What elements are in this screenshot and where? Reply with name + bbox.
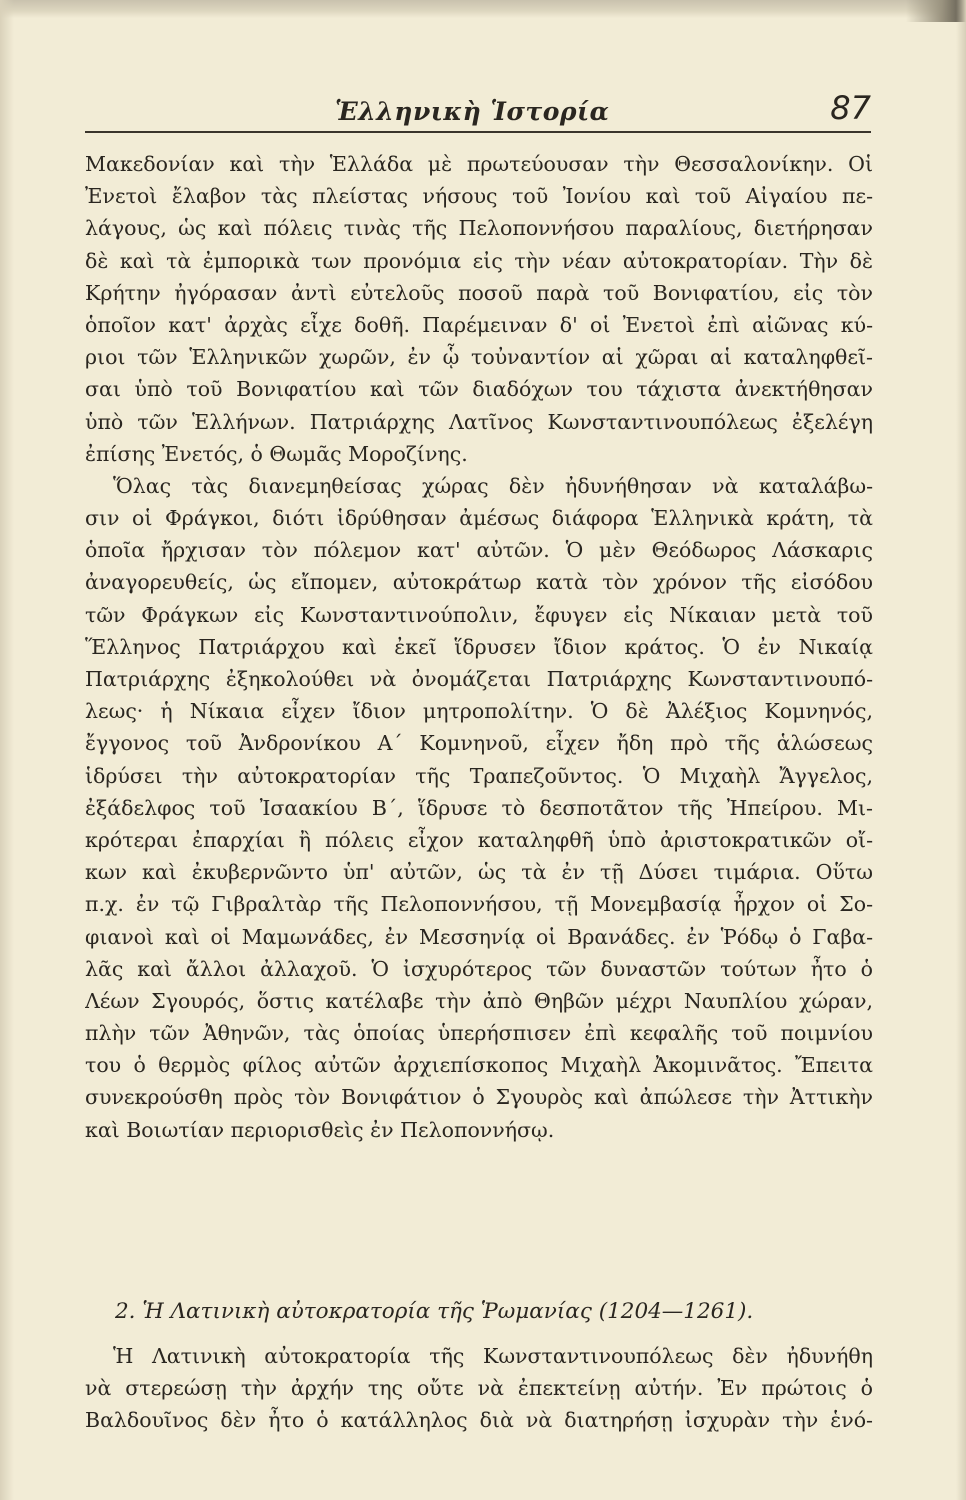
text-line: Ἡ Λατινικὴ αὐτοκρατορία τῆς Κωνσταντινουπόλεως δὲν ἠδυνήθη — [113, 1344, 873, 1368]
header-rule — [85, 131, 871, 133]
text-line: Λέων Σγουρός, ὅστις κατέλαβε τὴν ἀπὸ Θηβῶν μέχρι Ναυπλίου χώραν, — [85, 988, 873, 1013]
text-line: λάγους, ὡς καὶ πόλεις τινὰς τῆς Πελοποννήσου παραλίους, διετήρησαν — [85, 216, 873, 241]
text-line: λεως· ἡ Νίκαια εἶχεν ἴδιον μητροπολίτην. Ὁ δὲ Ἀλέξιος Κομνηνός, — [85, 699, 873, 724]
section-body-text — [85, 1340, 873, 1437]
page-left-edge — [0, 0, 14, 1500]
running-header — [85, 89, 871, 137]
page-right-edge — [956, 0, 966, 1500]
text-line: ἐπίσης Ἐνετός, ὁ Θωμᾶς Μοροζίνης. — [85, 441, 468, 466]
text-line: Ἐνετοὶ ἔλαβον τὰς πλείστας νήσους τοῦ Ἰονίου καὶ τοῦ Αἰγαίου πε- — [85, 184, 873, 209]
text-line: συνεκρούσθη πρὸς τὸν Βονιφάτιον ὁ Σγουρὸς καὶ ἀπώλεσε τὴν Ἀττικὴν — [85, 1085, 873, 1110]
page-number: 87 — [830, 89, 871, 127]
text-line: καὶ Βοιωτίαν περιορισθεὶς ἐν Πελοποννήσῳ. — [85, 1117, 555, 1142]
text-line: σαι ὑπὸ τοῦ Βονιφατίου καὶ τῶν διαδόχων του τάχιστα ἀνεκτήθησαν — [85, 377, 873, 402]
text-line: Ὅλας τὰς διανεμηθείσας χώρας δὲν ἠδυνήθησαν νὰ καταλάβω- — [113, 473, 873, 498]
text-line: ἱδρύσει τὴν αὐτοκρατορίαν τῆς Τραπεζοῦντος. Ὁ Μιχαὴλ Ἄγγελος, — [85, 763, 873, 788]
text-line: Ἕλληνος Πατριάρχου καὶ ἐκεῖ ἵδρυσεν ἴδιον κράτος. Ὁ ἐν Νικαίᾳ — [85, 634, 873, 659]
text-line: ὁποῖα ἤρχισαν τὸν πόλεμον κατ' αὐτῶν. Ὁ μὲν Θεόδωρος Λάσκαρις — [85, 538, 873, 563]
running-title: Ἑλληνικὴ Ἱστορία — [335, 97, 610, 126]
paragraph-1 — [85, 148, 873, 470]
text-line: Μακεδονίαν καὶ τὴν Ἑλλάδα μὲ πρωτεύουσαν τὴν Θεσσαλονίκην. Οἱ — [85, 152, 873, 176]
text-line: π.χ. ἐν τῷ Γιβραλτὰρ τῆς Πελοποννήσου, τῇ Μονεμβασίᾳ ἦρχον οἱ Σο- — [85, 892, 873, 917]
text-line: του ὁ θερμὸς φίλος αὐτῶν ἀρχιεπίσκοπος Μιχαὴλ Ἀκομινᾶτος. Ἔπειτα — [85, 1053, 873, 1078]
text-line: ἀναγορευθείς, ὡς εἴπομεν, αὐτοκράτωρ κατὰ τὸν χρόνον τῆς εἰσόδου — [85, 570, 873, 595]
text-line: Κρήτην ἠγόρασαν ἀντὶ εὐτελοῦς ποσοῦ παρὰ τοῦ Βονιφατίου, εἰς τὸν — [85, 280, 873, 305]
text-line: κρότεραι ἐπαρχίαι ἢ πόλεις εἶχον καταληφθῆ ὑπὸ ἀριστοκρατικῶν οἴ- — [85, 827, 873, 852]
text-line: κων καὶ ἐκυβερνῶντο ὑπ' αὐτῶν, ὡς τὰ ἐν τῇ Δύσει τιμάρια. Οὕτω — [85, 860, 873, 885]
text-line: τῶν Φράγκων εἰς Κωνσταντινούπολιν, ἔφυγεν εἰς Νίκαιαν μετὰ τοῦ — [85, 602, 873, 627]
body-text — [85, 148, 873, 1146]
text-line: ἔγγονος τοῦ Ἀνδρονίκου Α΄ Κομνηνοῦ, εἶχεν ἤδη πρὸ τῆς ἁλώσεως — [85, 731, 873, 756]
section-heading: 2. Ἡ Λατινικὴ αὐτοκρατορία τῆς Ῥωμανίας (1204—1261). — [115, 1299, 754, 1324]
text-line: ριοι τῶν Ἑλληνικῶν χωρῶν, ἐν ᾧ τοὐναντίον αἱ χῶραι αἱ καταληφθεῖ- — [85, 345, 873, 370]
text-line: ὑπὸ τῶν Ἑλλήνων. Πατριάρχης Λατῖνος Κωνσταντινουπόλεως ἐξελέγη — [85, 409, 873, 434]
text-line: λᾶς καὶ ἄλλοι ἀλλαχοῦ. Ὁ ἰσχυρότερος τῶν δυναστῶν τούτων ἦτο ὁ — [85, 956, 873, 981]
paragraph-2 — [85, 470, 873, 1146]
text-line: Πατριάρχης ἐξηκολούθει νὰ ὀνομάζεται Πατριάρχης Κωνσταντινουπό- — [85, 667, 873, 691]
text-line: νὰ στερεώσῃ τὴν ἀρχήν της οὔτε νὰ ἐπεκτείνῃ αὐτήν. Ἐν πρώτοις ὁ — [85, 1376, 873, 1401]
page-top-edge — [0, 0, 966, 18]
text-line: ἐξάδελφος τοῦ Ἰσαακίου Β΄, ἵδρυσε τὸ δεσποτᾶτον τῆς Ἠπείρου. Μι- — [85, 795, 873, 820]
text-line: δὲ καὶ τὰ ἐμπορικὰ των προνόμια εἰς τὴν νέαν αὐτοκρατορίαν. Τὴν δὲ — [85, 248, 873, 273]
text-line: φιανοὶ καὶ οἱ Μαμωνάδες, ἐν Μεσσηνίᾳ οἱ Βρανάδες. ἐν Ῥόδῳ ὁ Γαβα- — [85, 924, 873, 949]
text-line: πλὴν τῶν Ἀθηνῶν, τὰς ὁποίας ὑπερήσπισεν ἐπὶ κεφαλῆς τοῦ ποιμνίου — [85, 1021, 873, 1046]
text-line: Βαλδουῖνος δὲν ἦτο ὁ κατάλληλος διὰ νὰ διατηρήσῃ ἰσχυρὰν τὴν ἑνό- — [85, 1408, 873, 1433]
text-line: ὁποῖον κατ' ἀρχὰς εἶχε δοθῆ. Παρέμειναν δ' οἱ Ἐνετοὶ ἐπὶ αἰῶνας κύ- — [85, 312, 873, 337]
text-line: σιν οἱ Φράγκοι, διότι ἱδρύθησαν ἀμέσως διάφορα Ἑλληνικὰ κράτη, τὰ — [85, 506, 873, 531]
